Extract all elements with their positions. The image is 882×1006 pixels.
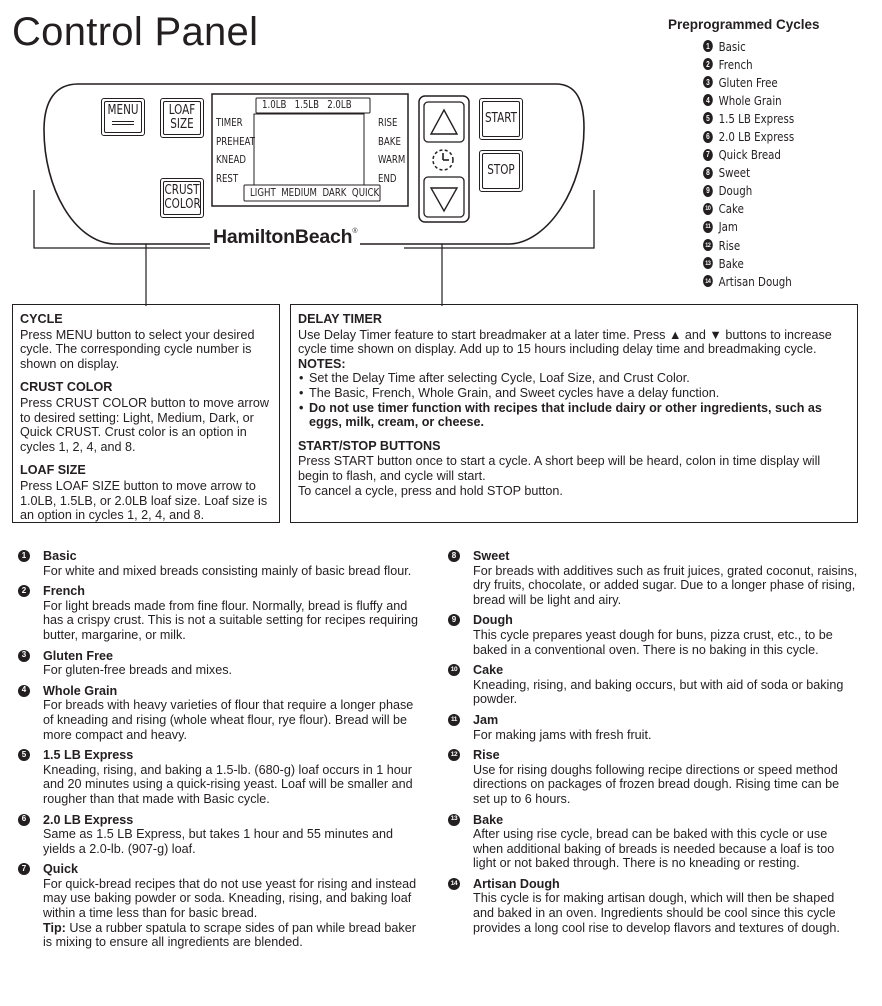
cycle-entry: 11 Jam For making jams with fresh fruit. (448, 713, 858, 742)
notes-heading: NOTES: (298, 356, 346, 371)
number-badge: 8 (703, 167, 713, 179)
preprogrammed-title: Preprogrammed Cycles (668, 17, 820, 32)
cycle-entry: 9 Dough This cycle prepares yeast dough for buns, pizza crust, etc., to be baked in a conventional oven. There is no baking in this cycle. (448, 613, 858, 657)
menu-underline (112, 124, 134, 125)
preprogrammed-item: 10 Cake (703, 200, 794, 218)
page-title: Control Panel (12, 10, 259, 54)
cycle-text: Press MENU button to select your desired cycle. The corresponding cycle number is shown on display. (20, 327, 255, 371)
number-badge: 9 (448, 614, 460, 626)
start-stop-text: Press START button once to start a cycle. A short beep will be heard, colon in time display will begin to flash, and cycle will start. (298, 454, 821, 483)
preprogrammed-item: 3 Gluten Free (703, 73, 794, 91)
cycle-entry: 2 French For light breads made from fine flour. Normally, bread is fluffy and has a crispy crust. This is not a suitable setting for recipes requiring butter, margarine, or milk. (18, 584, 418, 642)
display-left-labels: TIMER PREHEAT KNEAD REST (216, 117, 256, 185)
menu-button-label: MENU (107, 103, 139, 118)
preprogrammed-item: 5 1.5 LB Express (703, 109, 794, 127)
note-item-warning: • Do not use timer function with recipes that include dairy or other ingredients, such as eggs, milk, cream, or cheese. (298, 401, 849, 430)
control-panel-illustration (0, 0, 882, 320)
up-button[interactable] (424, 102, 464, 142)
notes-list (298, 371, 849, 429)
number-badge: 7 (18, 863, 30, 875)
right-info-box (290, 304, 858, 523)
number-badge: 14 (703, 275, 713, 287)
cycle-entry: 7 Quick For quick-bread recipes that do not use yeast for rising and instead may use baking powder or soda. Kneading, rising, and baking loaf within a time less than for basic bread. Tip: Use a rubber spatula to scrape sides of pan while bread baker is mixing to ensure all ingredients are blended. (18, 862, 418, 950)
number-badge: 3 (703, 76, 713, 88)
preprogrammed-item: 7 Quick Bread (703, 146, 794, 164)
tip-text: Use a rubber spatula to scrape sides of pan while bread baker is mixing to ensure all ingredients are blended. (43, 920, 416, 950)
stop-button-label: STOP (487, 163, 515, 178)
cycle-entry: 5 1.5 LB Express Kneading, rising, and baking a 1.5-lb. (680-g) loaf occurs in 1 hour and 20 minutes using a quick-rising yeast. Loaf will be smaller and rougher than that made with Basic cycle. (18, 748, 418, 806)
brand-logo: HamiltonBeach® (210, 226, 360, 249)
note-item: • Set the Delay Time after selecting Cycle, Loaf Size, and Crust Color. (298, 371, 849, 386)
menu-underline (112, 121, 134, 122)
preprogrammed-item: 1 Basic (703, 37, 794, 55)
number-badge: 12 (703, 239, 713, 251)
delay-timer-heading: DELAY TIMER (298, 312, 382, 326)
cycle-entry: 12 Rise Use for rising doughs following recipe directions or speed method directions on packages of frozen bread dough. Rising time can be set up to 6 hours. (448, 748, 858, 806)
delay-timer-text: Use Delay Timer feature to start breadmaker at a later time. Press ▲ and ▼ buttons to increase cycle time shown on display. Add up to 15 hours including delay time and breadmaking cycle. (298, 327, 832, 357)
display-right-labels: RISE BAKE WARM END (378, 117, 406, 185)
number-badge: 5 (18, 749, 30, 761)
down-button[interactable] (424, 177, 464, 217)
loaf-size-options: 1.0LB 1.5LB 2.0LB (262, 99, 352, 111)
cycle-descriptions-left (18, 549, 418, 956)
cycle-entry: 6 2.0 LB Express Same as 1.5 LB Express, but takes 1 hour and 55 minutes and yields a 2.0-lb. (907-g) loaf. (18, 813, 418, 857)
cycle-entry: 13 Bake After using rise cycle, bread can be baked with this cycle or use when additional baking of breads is needed because a loaf is too light or not baked through. There is no kneading or resting. (448, 813, 858, 871)
display-screen (254, 114, 364, 188)
start-button-label: START (484, 111, 518, 126)
number-badge: 8 (448, 550, 460, 562)
number-badge: 6 (703, 131, 713, 143)
number-badge: 10 (703, 203, 713, 215)
preprogrammed-item: 13 Bake (703, 254, 794, 272)
tip-label: Tip: (43, 920, 66, 935)
cycle-entry: 3 Gluten Free For gluten-free breads and mixes. (18, 649, 418, 678)
left-info-box (12, 304, 280, 523)
number-badge: 11 (703, 221, 713, 233)
preprogrammed-item: 8 Sweet (703, 164, 794, 182)
note-item: • The Basic, French, Whole Grain, and Sweet cycles have a delay function. (298, 386, 849, 401)
cycle-descriptions-right (448, 549, 858, 941)
preprogrammed-item: 9 Dough (703, 182, 794, 200)
cycle-heading: CYCLE (20, 312, 63, 326)
number-badge: 4 (703, 94, 713, 106)
number-badge: 12 (448, 749, 460, 761)
number-badge: 11 (448, 714, 460, 726)
number-badge: 1 (703, 40, 713, 52)
preprogrammed-item: 6 2.0 LB Express (703, 127, 794, 145)
number-badge: 5 (703, 112, 713, 124)
number-badge: 13 (703, 257, 713, 269)
crust-color-button-label: CRUST COLOR (164, 183, 201, 212)
number-badge: 2 (703, 58, 713, 70)
preprogrammed-item: 2 French (703, 55, 794, 73)
cycle-entry: 10 Cake Kneading, rising, and baking occurs, but with aid of soda or baking powder. (448, 663, 858, 707)
start-stop-cancel-text: To cancel a cycle, press and hold STOP button. (298, 483, 563, 498)
preprogrammed-item: 12 Rise (703, 236, 794, 254)
number-badge: 1 (18, 550, 30, 562)
cycle-entry: 4 Whole Grain For breads with heavy varieties of flour that require a longer phase of kneading and rising (whole wheat flour, rye flour). Bread will be more compact and heavy. (18, 684, 418, 742)
number-badge: 7 (703, 149, 713, 161)
number-badge: 13 (448, 814, 460, 826)
start-stop-heading: START/STOP BUTTONS (298, 438, 441, 453)
cycle-entry: 1 Basic For white and mixed breads consisting mainly of basic bread flour. (18, 549, 418, 578)
number-badge: 14 (448, 878, 460, 890)
crust-color-heading: CRUST COLOR (20, 380, 113, 395)
number-badge: 9 (703, 185, 713, 197)
preprogrammed-item: 14 Artisan Dough (703, 272, 794, 290)
preprogrammed-item: 4 Whole Grain (703, 91, 794, 109)
number-badge: 3 (18, 650, 30, 662)
loaf-size-button-label: LOAF SIZE (168, 103, 196, 132)
loaf-size-text: Press LOAF SIZE button to move arrow to 1.0LB, 1.5LB, or 2.0LB loaf size. Loaf size is an option in cycles 1, 2, 4, and 8. (20, 478, 268, 523)
cycle-entry: 14 Artisan Dough This cycle is for making artisan dough, which will then be shaped and baked in an oven. Ingredients should be cool since this cycle provides a long cool rise to develop flavors and textures of dough. (448, 877, 858, 935)
crust-color-text: Press CRUST COLOR button to move arrow to desired setting: Light, Medium, Dark, or Quick CRUST. Crust color is an option in cycles 1, 2, 4, and 8. (20, 395, 269, 454)
cycle-entry: 8 Sweet For breads with additives such as fruit juices, grated coconut, raisins, dry fruits, chocolate, or added sugar. Due to a longer phase of rising, bread will be light and airy. (448, 549, 858, 607)
number-badge: 6 (18, 814, 30, 826)
preprogrammed-item: 11 Jam (703, 218, 794, 236)
number-badge: 10 (448, 664, 460, 676)
number-badge: 4 (18, 685, 30, 697)
crust-color-options: LIGHT MEDIUM DARK QUICK (250, 187, 380, 199)
loaf-size-heading: LOAF SIZE (20, 463, 86, 478)
number-badge: 2 (18, 585, 30, 597)
